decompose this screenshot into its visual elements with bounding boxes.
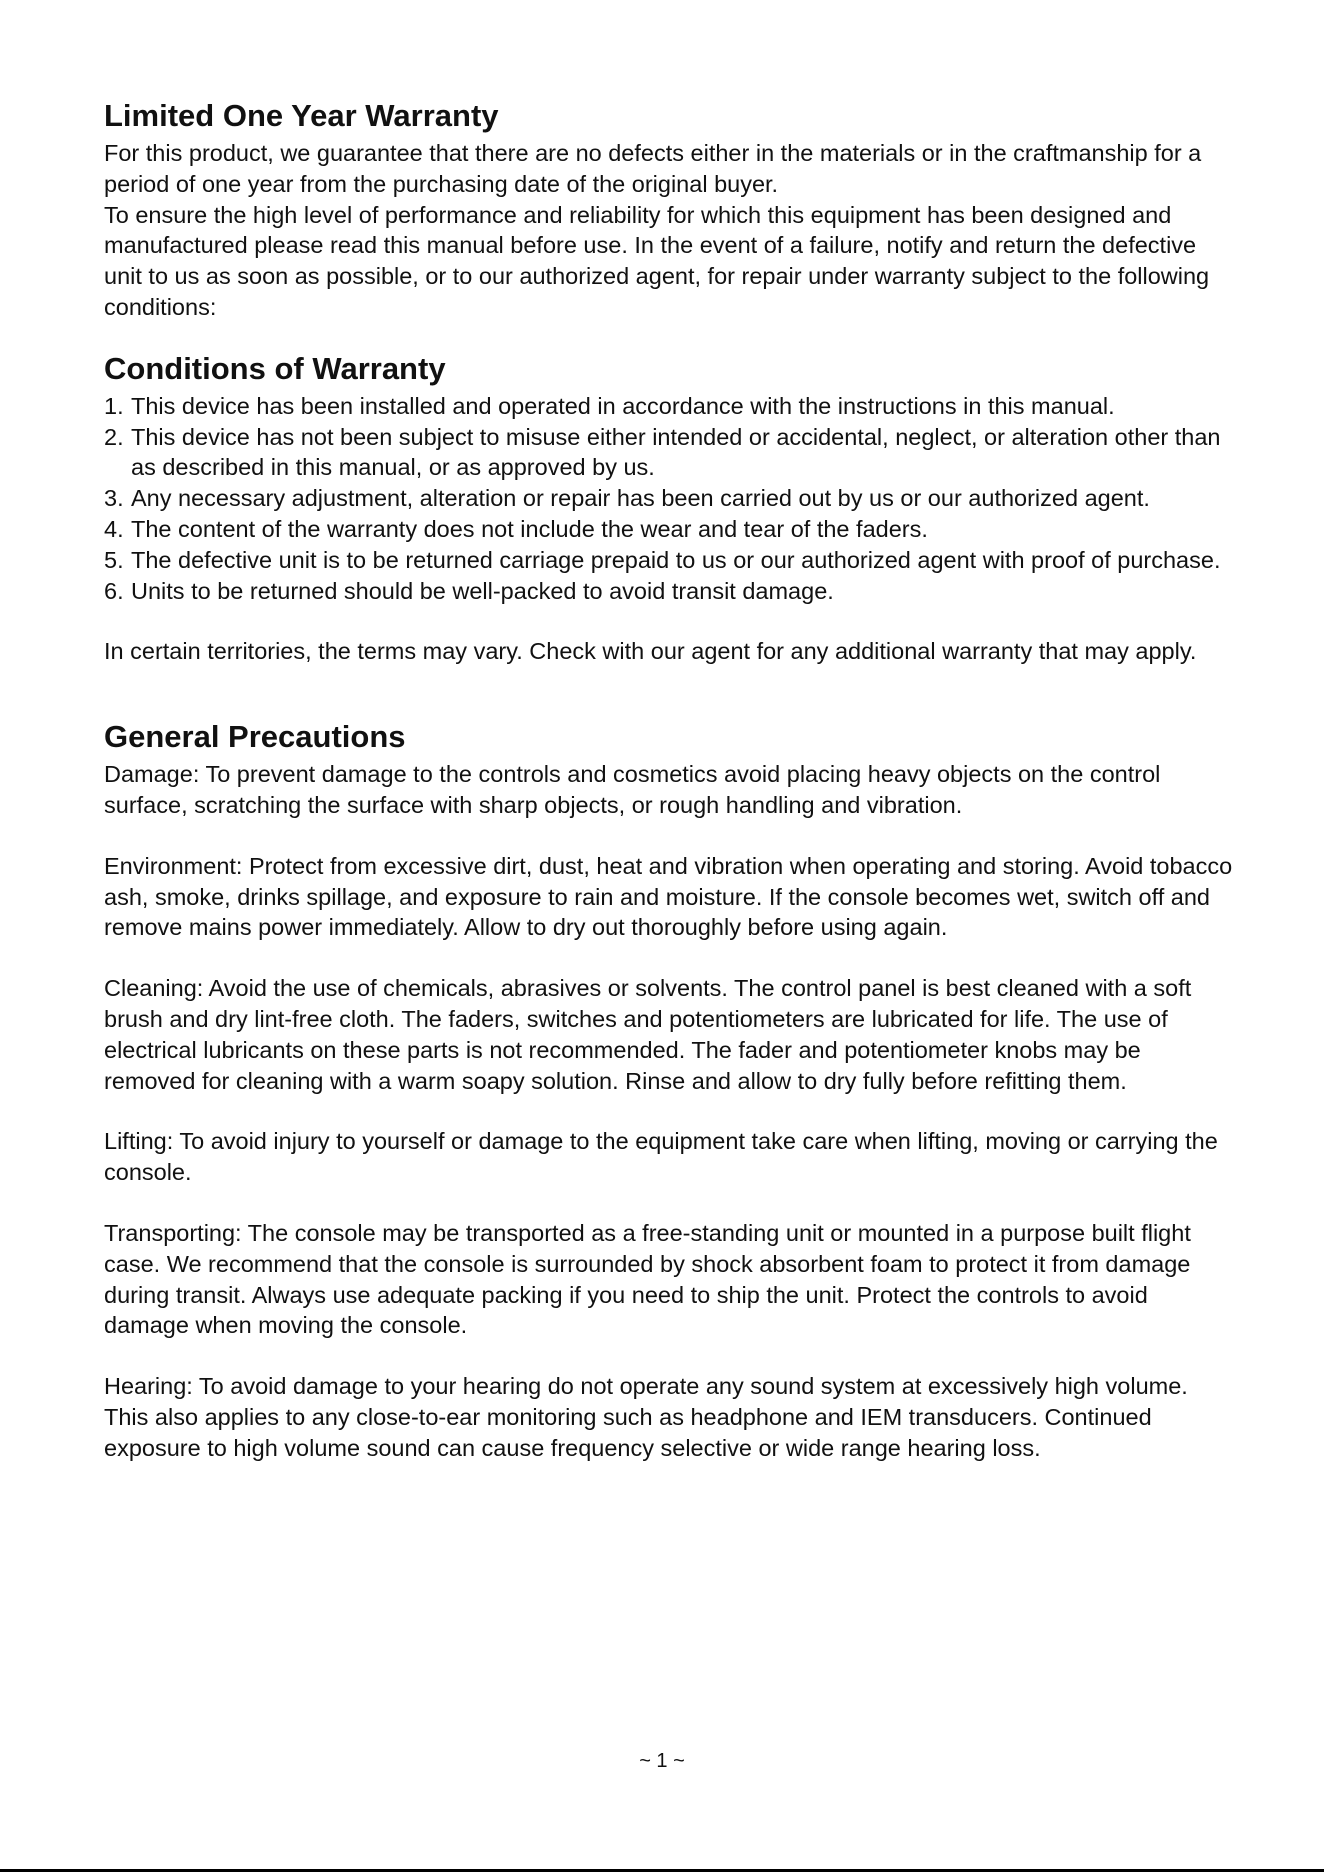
condition-number: 4.	[104, 515, 124, 542]
precaution-hearing: Hearing: To avoid damage to your hearing do not operate any sound system at excessively high volume. This also applies to any close-to-ear monitoring such as headphone and IEM transducers. Continued exposure to high volume sound can cause frequency selective or wide range hearing loss.	[104, 1373, 1188, 1461]
page-number: ~ 1 ~	[639, 1750, 685, 1772]
condition-item	[104, 483, 1234, 514]
condition-text: The defective unit is to be returned carriage prepaid to us or our authorized agent with proof of purchase.	[131, 546, 1221, 573]
condition-text: Any necessary adjustment, alteration or repair has been carried out by us or our authorized agent.	[131, 485, 1150, 512]
condition-text: Units to be returned should be well-packed to avoid transit damage.	[131, 577, 834, 604]
warranty-section	[104, 98, 1234, 323]
precautions-heading: General Precautions	[104, 719, 406, 755]
condition-number: 3.	[104, 485, 124, 512]
document-page	[104, 98, 1234, 1494]
condition-number: 6.	[104, 577, 124, 604]
condition-item	[104, 545, 1234, 576]
warranty-intro-paragraph: For this product, we guarantee that there are no defects either in the materials or in the craftmanship for a period of one year from the purchasing date of the original buyer.	[104, 140, 1202, 197]
precaution-damage: Damage: To prevent damage to the controls and cosmetics avoid placing heavy objects on the control surface, scratching the surface with sharp objects, or rough handling and vibration.	[104, 761, 1161, 818]
condition-item	[104, 514, 1234, 545]
condition-text: This device has been installed and operated in accordance with the instructions in this manual.	[131, 392, 1115, 419]
conditions-list	[104, 391, 1234, 607]
condition-number: 1.	[104, 392, 124, 419]
condition-item	[104, 422, 1234, 484]
condition-number: 5.	[104, 546, 124, 573]
territories-note: In certain territories, the terms may vary. Check with our agent for any additional warranty that may apply.	[104, 638, 1197, 665]
conditions-heading: Conditions of Warranty	[104, 350, 446, 386]
precaution-cleaning: Cleaning: Avoid the use of chemicals, abrasives or solvents. The control panel is best cleaned with a soft brush and dry lint-free cloth. The faders, switches and potentiometers are lubricated for life. The use of electrical lubricants on these parts is not recommended. The fader and potentiometer knobs may be removed for cleaning with a warm soapy solution. Rinse and allow to dry fully before refitting them.	[104, 975, 1192, 1094]
condition-text: The content of the warranty does not include the wear and tear of the faders.	[131, 515, 928, 542]
condition-item	[104, 576, 1234, 607]
precaution-environment: Environment: Protect from excessive dirt, dust, heat and vibration when operating and storing. Avoid tobacco ash, smoke, drinks spillage, and exposure to rain and moisture. If the console becomes wet, switch off and remove mains power immediately. Allow to dry out thoroughly before using again.	[104, 852, 1233, 941]
precaution-transporting: Transporting: The console may be transported as a free-standing unit or mounted in a purpose built flight case. We recommend that the console is surrounded by shock absorbent foam to protect it from damage during transit. Always use adequate packing if you need to ship the unit. Protect the controls to avoid damage when moving the console.	[104, 1219, 1191, 1339]
precautions-section	[104, 719, 1234, 1463]
condition-text: This device has not been subject to misuse either intended or accidental, neglect, or alteration other than as described in this manual, or as approved by us.	[131, 423, 1221, 481]
condition-number: 2.	[104, 423, 124, 450]
warranty-heading: Limited One Year Warranty	[104, 98, 499, 133]
condition-item	[104, 391, 1234, 422]
precaution-lifting: Lifting: To avoid injury to yourself or damage to the equipment take care when lifting, moving or carrying the console.	[104, 1128, 1218, 1186]
conditions-section	[104, 351, 1234, 667]
warranty-procedure-paragraph: To ensure the high level of performance and reliability for which this equipment has been designed and manufactured please read this manual before use. In the event of a failure, notify and return the defective unit to us as soon as possible, or to our authorized agent, for repair under warranty subject to the following conditions:	[104, 201, 1210, 320]
